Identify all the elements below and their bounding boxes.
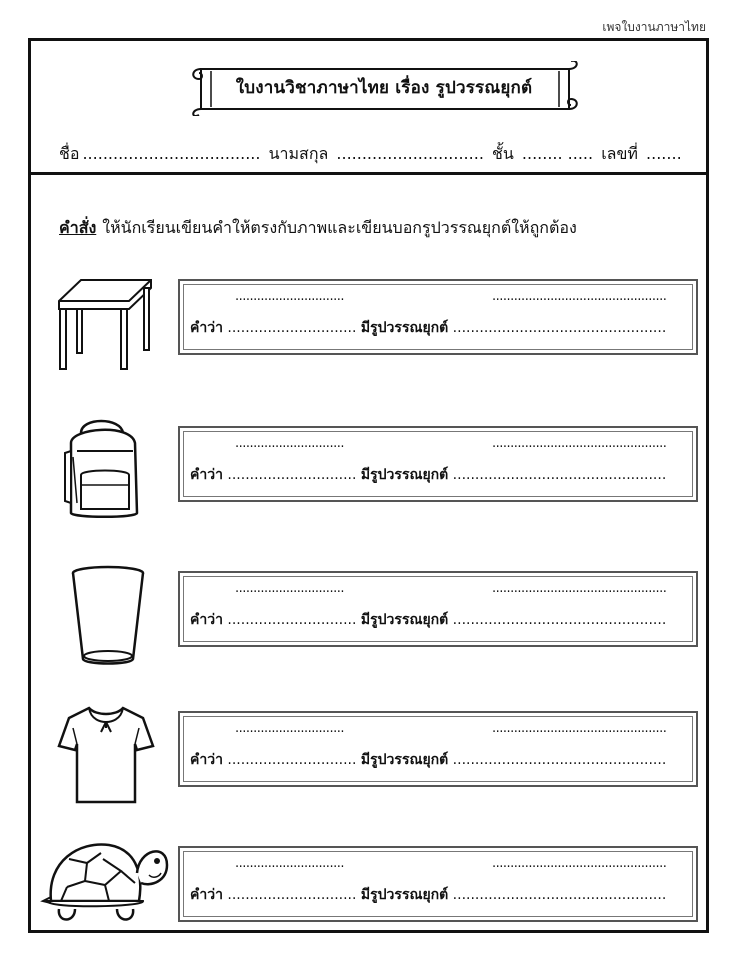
student-info-line [59,142,689,167]
answer-box [178,571,698,647]
page-credit: เพจใบงานภาษาไทย [602,20,706,34]
answer-dots-top-left[interactable]: .............................. [235,289,344,304]
word-label: คำว่า [190,467,223,483]
name-label: ชื่อ [59,144,80,163]
worksheet-frame [28,38,709,933]
word-label: คำว่า [190,887,223,903]
surname-label: นามสกุล [268,144,329,163]
word-field[interactable]: ............................. [227,612,357,628]
tone-label: มีรูปวรรณยุกต์ [360,887,449,903]
worksheet-title: ใบงานวิชาภาษาไทย เรื่อง รูปวรรณยุกต์ [235,78,533,98]
tone-field[interactable]: ................................................ [452,612,667,628]
tone-field[interactable]: ................................................ [452,320,667,336]
word-field[interactable]: ............................. [227,467,357,483]
answer-row [190,749,685,771]
word-label: คำว่า [190,612,223,628]
answer-dots-top-left[interactable]: .............................. [235,721,344,736]
instruction-text: ให้นักเรียนเขียนคำให้ตรงกับภาพและเขียนบอกรูปวรรณยุกต์ให้ถูกต้อง [102,218,577,237]
answer-dots-top-left[interactable]: .............................. [235,856,344,871]
tone-label: มีรูปวรรณยุกต์ [360,467,449,483]
shirt-icon [51,698,161,808]
word-field[interactable]: ............................. [227,320,357,336]
title-banner [189,61,579,116]
instruction-label: คำสั่ง [59,218,97,237]
answer-dots-top-right[interactable]: ................................................ [492,581,667,596]
answer-dots-top-right[interactable]: ................................................ [492,436,667,451]
tone-field[interactable]: ................................................ [452,467,667,483]
surname-field[interactable]: ............................. [336,144,484,163]
instruction [59,216,689,241]
tone-label: มีรูปวรรณยุกต์ [360,752,449,768]
answer-box [178,711,698,787]
turtle-icon [39,831,169,941]
answer-box [178,846,698,922]
class-label: ชั้น [492,144,514,163]
class-field[interactable]: ........ ..... [521,144,594,163]
table-icon [51,266,161,376]
answer-row [190,609,685,631]
word-field[interactable]: ............................. [227,887,357,903]
answer-dots-top-left[interactable]: .............................. [235,581,344,596]
backpack-icon [51,413,161,523]
answer-row [190,317,685,339]
answer-box [178,426,698,502]
answer-row [190,464,685,486]
name-field[interactable]: ................................... [82,144,261,163]
glass-icon [51,561,161,671]
answer-dots-top-right[interactable]: ................................................ [492,289,667,304]
tone-label: มีรูปวรรณยุกต์ [360,612,449,628]
tone-field[interactable]: ................................................ [452,752,667,768]
answer-row [190,884,685,906]
answer-dots-top-right[interactable]: ................................................ [492,721,667,736]
number-field[interactable]: ....... [646,144,682,163]
word-field[interactable]: ............................. [227,752,357,768]
tone-label: มีรูปวรรณยุกต์ [360,320,449,336]
answer-box [178,279,698,355]
answer-dots-top-left[interactable]: .............................. [235,436,344,451]
tone-field[interactable]: ................................................ [452,887,667,903]
word-label: คำว่า [190,320,223,336]
header-divider [31,172,706,175]
number-label: เลขที่ [601,144,638,163]
word-label: คำว่า [190,752,223,768]
answer-dots-top-right[interactable]: ................................................ [492,856,667,871]
